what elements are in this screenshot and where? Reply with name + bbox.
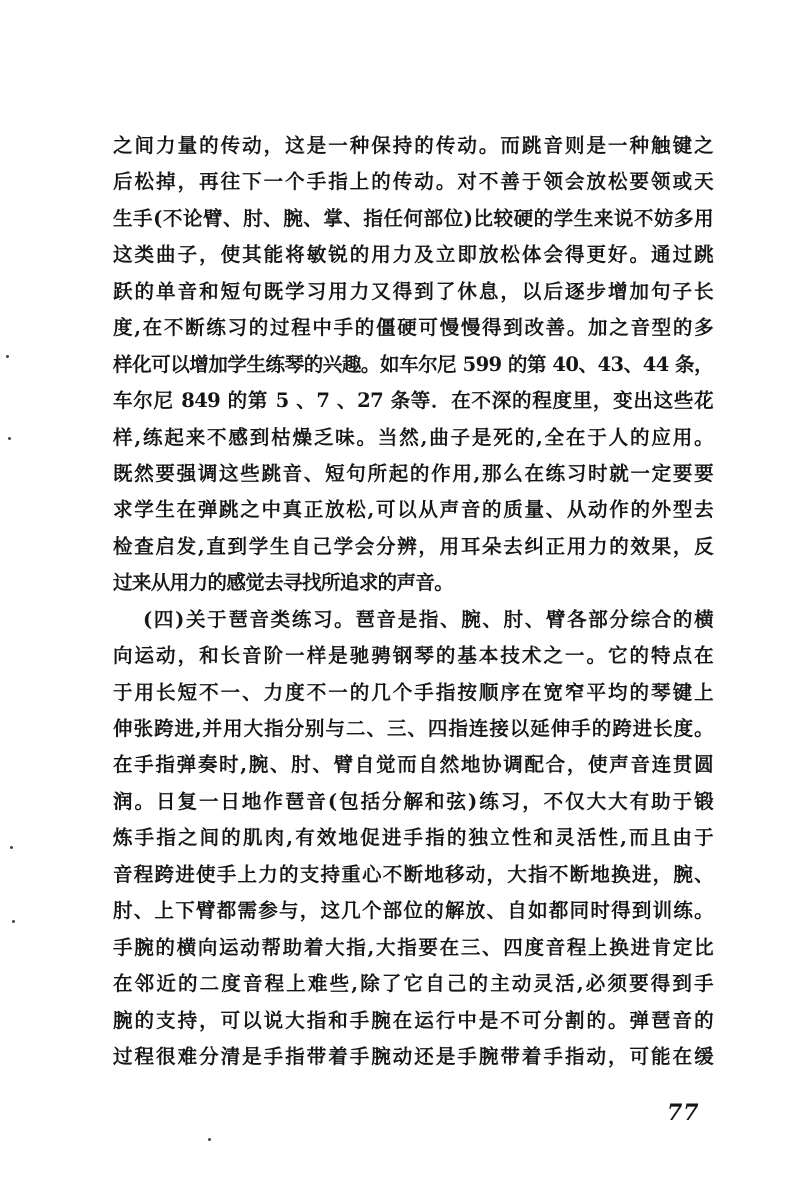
scan-speck [10,846,13,849]
text-line: 肘、上下臂都需参与，这几个部位的解放、自如都同时得到训练。 [113,899,713,923]
text-line: 样化可以增加学生练琴的兴趣。如车尔尼 599 的第 40、43、44 条， [113,352,713,376]
text-line: 之间力量的传动，这是一种保持的传动。而跳音则是一种触键之 [113,134,713,157]
text-line: 润。日复一日地作琶音(包括分解和弦)练习，不仅大大有助于锻 [113,789,713,813]
text-line: 炼手指之间的肌肉,有效地促进手指的独立性和灵活性,而且由于 [113,826,713,850]
text-line: 跃的单音和短句既学习用力又得到了休息，以后逐步增加句子长 [113,279,713,303]
text-line: 车尔尼 849 的第 5 、7 、27 条等．在不深的程度里，变出这些花 [113,389,713,413]
text-line: 过程很难分清是手指带着手腕动还是手腕带着手指动，可能在缓 [113,1044,713,1068]
text-line: 样,练起来不感到枯燥乏味。当然,曲子是死的,全在于人的应用。 [113,425,713,449]
page-number: 77 [667,1100,700,1126]
text-line: 音程跨进使手上力的支持重心不断地移动，大指不断地换进，腕、 [113,862,713,886]
text-line: 求学生在弹跳之中真正放松,可以从声音的质量、从动作的外型去 [113,498,713,522]
scan-speck [8,437,11,440]
text-line: 既然要强调这些跳音、短句所起的作用,那么在练习时就一定要要 [113,461,713,485]
scan-speck [12,920,15,923]
body-text [113,128,713,1075]
scan-speck [208,1138,211,1141]
text-line: 后松掉，再往下一个手指上的传动。对不善于领会放松要领或天 [113,170,713,194]
text-line: 检查启发,直到学生自己学会分辨，用耳朵去纠正用力的效果，反 [113,534,713,558]
text-line: 手腕的横向运动帮助着大指,大指要在三、四度音程上换进肯定比 [113,935,713,959]
text-line: 度,在不断练习的过程中手的僵硬可慢慢得到改善。加之音型的多 [113,316,713,340]
text-line: 向运动，和长音阶一样是驰骋钢琴的基本技术之一。它的特点在 [113,644,713,668]
text-line: 生手(不论臂、肘、腕、掌、指任何部位)比较硬的学生来说不妨多用 [113,206,713,230]
text-line: 在手指弹奏时,腕、肘、臂自觉而自然地协调配合，使声音连贯圆 [113,753,713,777]
text-line: 腕的支持，可以说大指和手腕在运行中是不可分割的。弹琶音的 [113,1008,713,1032]
paragraph-end-line: 过来从用力的感觉去寻找所追求的声音。 [113,571,454,595]
text-line: 这类曲子，使其能将敏锐的用力及立即放松体会得更好。通过跳 [113,243,713,267]
paragraph-start-line: (四)关于琶音类练习。琶音是指、腕、肘、臂各部分综合的横 [143,607,713,631]
text-line: 伸张跨进,并用大指分别与二、三、四指连接以延伸手的跨进长度。 [113,717,713,740]
text-line: 在邻近的二度音程上难些,除了它自己的主动灵活,必须要得到手 [113,972,713,996]
scan-speck [6,355,9,358]
text-line: 于用长短不一、力度不一的几个手指按顺序在宽窄平均的琴键上 [113,680,713,704]
